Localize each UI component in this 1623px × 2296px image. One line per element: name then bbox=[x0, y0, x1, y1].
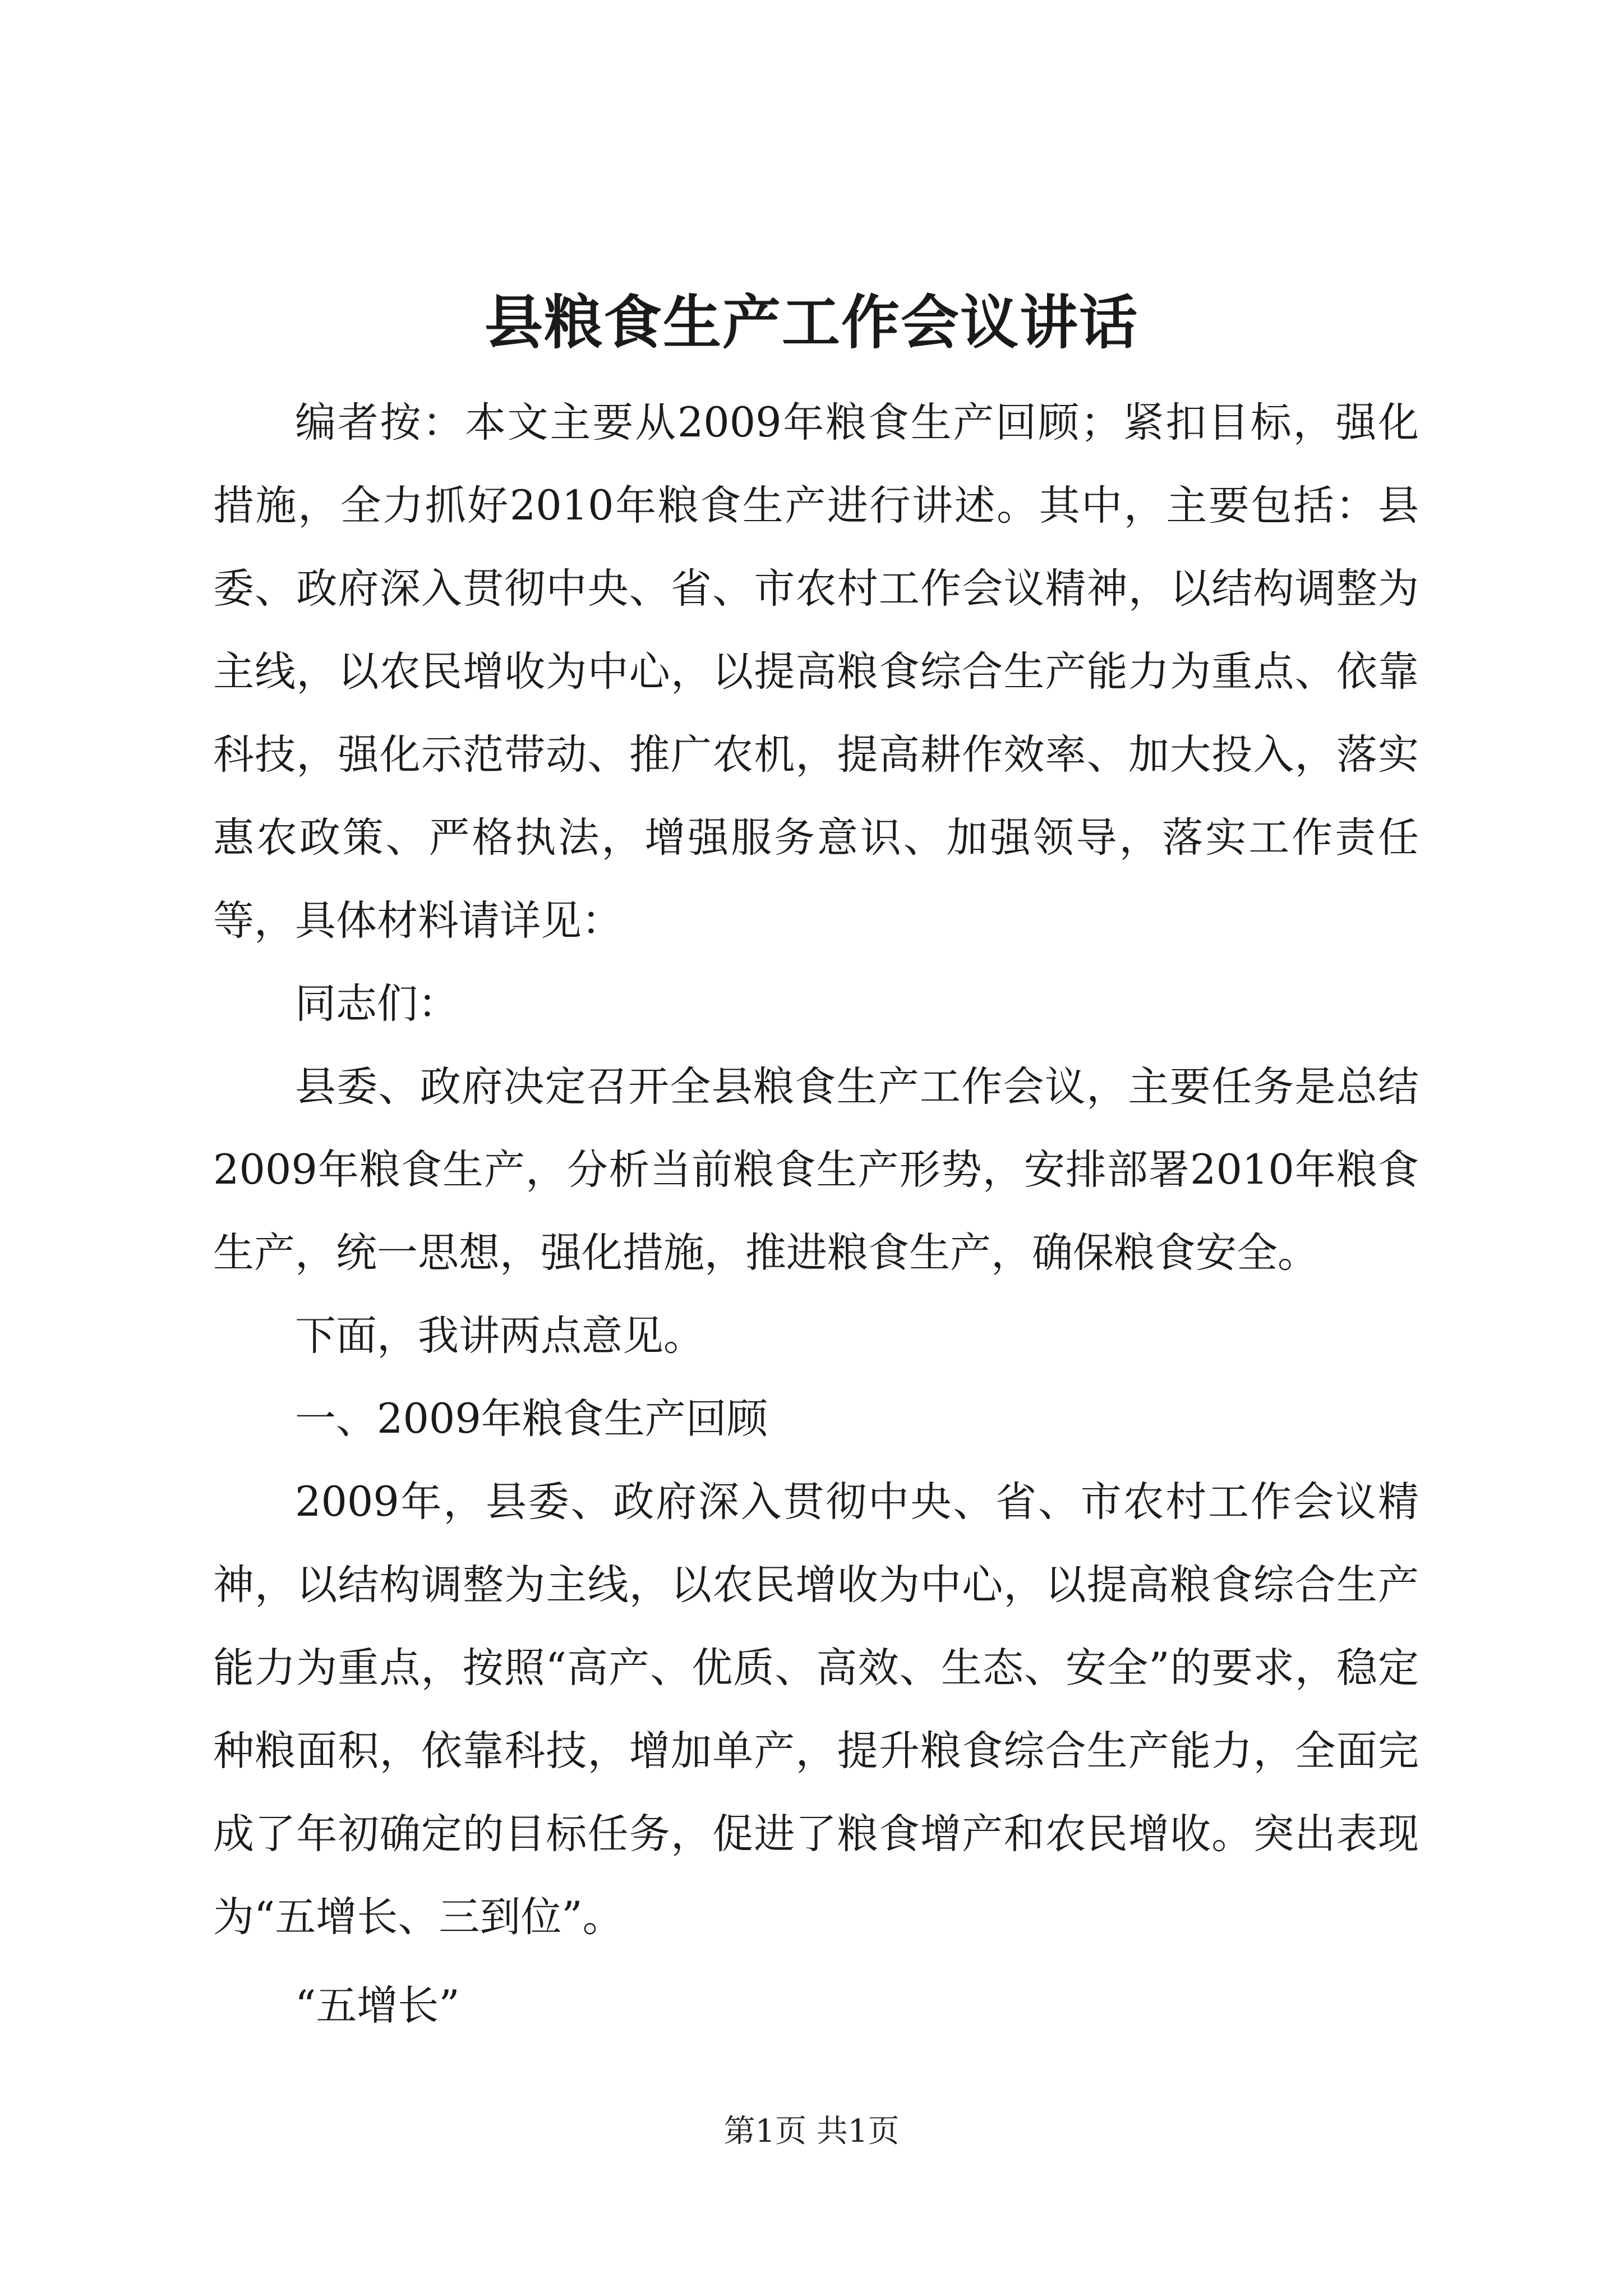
paragraph-salutation: 同志们： bbox=[295, 980, 459, 1028]
page-title: 县粮食生产工作会议讲话 bbox=[484, 288, 1138, 357]
paragraph-intro: 县委、政府决定召开全县粮食生产工作会议，主要任务是总结2009年粮食生产，分析当前粮食生产形势，安排部署2010年粮食生产，统一思想，强化措施，推进粮食生产，确保粮食安全。 bbox=[213, 1063, 1419, 1277]
section-heading-1: 一、2009年粮食生产回顾 bbox=[295, 1395, 768, 1443]
page-footer: 第1页 共1页 bbox=[723, 2113, 900, 2150]
paragraph-transition: 下面，我讲两点意见。 bbox=[295, 1312, 704, 1360]
document-body bbox=[213, 381, 1419, 2047]
subheading-five-growth: “五增长” bbox=[295, 1982, 460, 2030]
paragraph-review: 2009年，县委、政府深入贯彻中央、省、市农村工作会议精神，以结构调整为主线，以农民增收为中心，以提高粮食综合生产能力为重点，按照“高产、优质、高效、生态、安全”的要求，稳定种粮面积，依靠科技，增加单产，提升粮食综合生产能力，全面完成了年初确定的目标任务，促进了粮食增产和农民增收。突出表现为“五增长、三到位”。 bbox=[213, 1478, 1419, 1941]
paragraph-editor-note: 编者按：本文主要从2009年粮食生产回顾；紧扣目标，强化措施，全力抓好2010年粮食生产进行讲述。其中，主要包括：县委、政府深入贯彻中央、省、市农村工作会议精神，以结构调整为主线，以农民增收为中心，以提高粮食综合生产能力为重点、依靠科技，强化示范带动、推广农机，提高耕作效率、加大投入，落实惠农政策、严格执法，增强服务意识、加强领导，落实工作责任等，具体材料请详见： bbox=[213, 399, 1419, 945]
